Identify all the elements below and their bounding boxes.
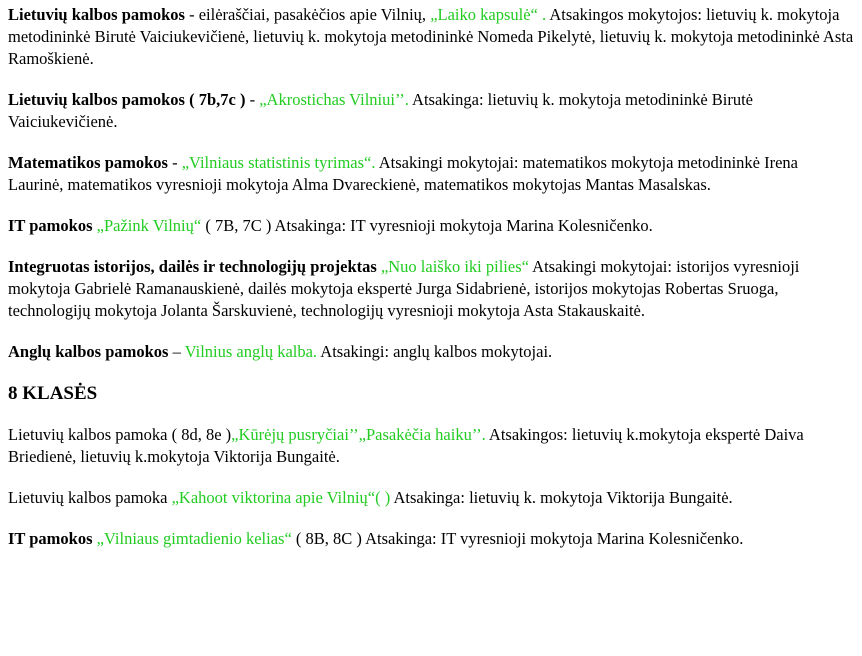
topic-title: „Pažink Vilnių“ (96, 216, 202, 235)
paragraph-text: Atsakingi: anglų kalbos mokytojai. (317, 342, 553, 361)
paragraph-text: ( 8B, 8C ) Atsakinga: IT vyresnioji mokytoja Marina Kolesničenko. (291, 529, 744, 548)
paragraph-heading: Lietuvių kalbos pamokos ( 7b,7c ) (8, 90, 246, 109)
paragraph-separator: – (168, 342, 185, 361)
topic-title: „Vilniaus gimtadienio kelias“ (96, 529, 292, 548)
topic-title: „Nuo laiško iki pilies“ (380, 257, 529, 276)
paragraph-separator: Lietuvių kalbos pamoka (8, 488, 172, 507)
paragraph-lithuanian-lessons (8, 4, 854, 70)
paragraph-heading: Lietuvių kalbos pamokos (8, 5, 185, 24)
paragraph-separator: - eilėraščiai, pasakėčios apie Vilnių, (184, 5, 431, 24)
paragraph-separator: - (245, 90, 260, 109)
paragraph-text: ( 7B, 7C ) Atsakinga: IT vyresnioji mokytoja Marina Kolesničenko. (201, 216, 653, 235)
paragraph-heading: Anglų kalbos pamokos (8, 342, 169, 361)
paragraph-lithuanian-lesson-8de (8, 424, 854, 468)
section-title: 8 KLASĖS (8, 383, 98, 404)
paragraph-separator: Lietuvių kalbos pamoka ( 8d, 8e ) (8, 425, 232, 444)
paragraph-separator: - (167, 153, 182, 172)
topic-title: „Vilniaus statistinis tyrimas“. (181, 153, 376, 172)
paragraph-math-lessons (8, 152, 854, 196)
paragraph-text: Atsakingos: lietuvių k.mokytoja ekspertė Daiva Briedienė, lietuvių k.mokytoja Viktorija Bungaitė. (8, 425, 804, 466)
topic-title: Vilnius anglų kalba. (184, 342, 318, 361)
paragraph-integrated-project (8, 256, 854, 322)
paragraph-text: Atsakingos mokytojos: lietuvių k. mokytoja metodininkė Birutė Vaiciukevičienė, lietuvių k. mokytoja metodininkė Nomeda Pikelytė, lietuvių k. mokytoja metodininkė Asta Ramoškienė. (8, 5, 854, 68)
paragraph-it-lessons-7 (8, 215, 854, 237)
paragraph-text: Atsakinga: lietuvių k. mokytoja Viktorija Bungaitė. (390, 488, 733, 507)
paragraph-lithuanian-lessons-7bc (8, 89, 854, 133)
paragraph-text: Atsakingi mokytojai: matematikos mokytoja metodininkė Irena Laurinė, matematikos vyresnioji mokytoja Alma Dvareckienė, matematikos mokytojas Mantas Masalskas. (8, 153, 799, 194)
paragraph-english-lessons (8, 341, 854, 363)
paragraph-heading: IT pamokos (8, 529, 93, 548)
paragraph-heading: Integruotas istorijos, dailės ir technologijų projektas (8, 257, 377, 276)
topic-title: „Laiko kapsulė“ . (430, 5, 547, 24)
topic-title: „Kūrėjų pusryčiai’’„Pasakėčia haiku’’. (231, 425, 486, 444)
paragraph-text: Atsakingi mokytojai: istorijos vyresnioji mokytoja Gabrielė Ramanauskienė, dailės mokytoja ekspertė Jurga Sidabrienė, istorijos mokytojas Robertas Sruoga, technologijų mokytoja Jolanta Šarskuvienė, technologijų vyresnioji mokytoja Asta Stakauskaitė. (8, 257, 800, 320)
paragraph-heading: IT pamokos (8, 216, 93, 235)
paragraph-it-lessons-8 (8, 528, 854, 550)
paragraph-heading: Matematikos pamokos (8, 153, 168, 172)
topic-title: „Akrostichas Vilniui’’. (259, 90, 409, 109)
topic-title: „Kahoot viktorina apie Vilnių“( ) (171, 488, 391, 507)
paragraph-text: Atsakinga: lietuvių k. mokytoja metodininkė Birutė Vaiciukevičienė. (8, 90, 754, 131)
paragraph-lithuanian-lesson-kahoot (8, 487, 854, 509)
